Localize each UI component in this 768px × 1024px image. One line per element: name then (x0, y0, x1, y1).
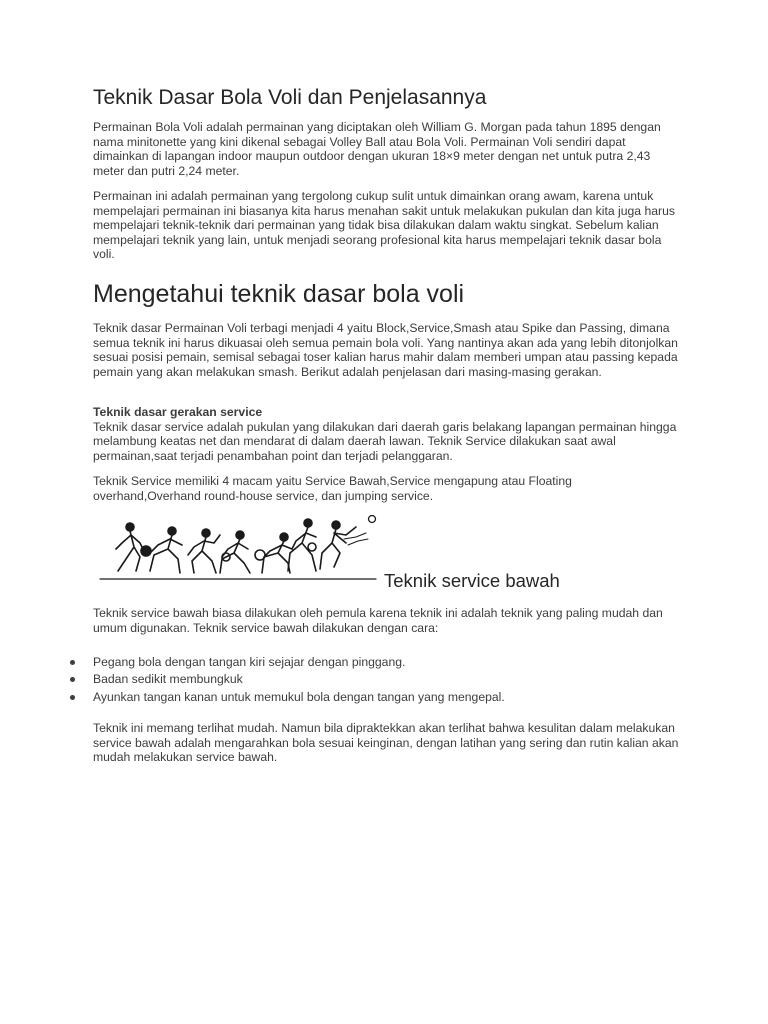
subsection-heading: Teknik service bawah (384, 570, 560, 591)
service-illustration (94, 513, 380, 589)
list-item (70, 672, 690, 689)
service-paragraph: Teknik dasar service adalah pukulan yang dilakukan dari daerah garis belakang lapangan permainan hingga melambung keatas net dan mendarat di dalam daerah lawan. Teknik Service dilakukan saat awal permainan,saat terjadi penambahan point dan terjadi pelanggaran. (93, 419, 677, 463)
bullet-icon (70, 660, 75, 665)
subsection-paragraph: Teknik service bawah biasa dilakukan oleh pemula karena teknik ini adalah teknik yang paling mudah dan umum digunakan. Teknik service bawah dilakukan dengan cara: (93, 606, 663, 635)
service-types-paragraph: Teknik Service memiliki 4 macam yaitu Service Bawah,Service mengapung atau Floating overhand,Overhand round-house service, dan jumping service. (93, 474, 572, 503)
section-heading: Mengetahui teknik dasar bola voli (93, 280, 465, 308)
service-subheading: Teknik dasar gerakan service (93, 405, 263, 419)
intro-paragraph-2: Permainan ini adalah permainan yang tergolong cukup sulit untuk dimainkan orang awam, karena untuk mempelajari permainan ini biasanya kita harus menahan sakit untuk melakukan pukulan dan kita juga harus mempelajari teknik-teknik dari permainan yang tidak bisa dilakukan dalam waktu singkat. Sebelum kalian mempelajari teknik yang lain, untuk menjadi seorang profesional kita harus mempelajari teknik dasar bola voli. (93, 189, 675, 262)
intro-paragraph-1: Permainan Bola Voli adalah permainan yang diciptakan oleh William G. Morgan pada tahun 1895 dengan nama minitonette yang kini dikenal sebagai Volley Ball atau Bola Voli. Permainan Voli sendiri dapat dimainkan di lapangan indoor maupun outdoor dengan ukuran 18×9 meter dengan net untuk putra 2,43 meter dan putri 2,24 meter. (93, 120, 661, 178)
bullet-icon (70, 677, 75, 682)
list-item-text: Ayunkan tangan kanan untuk memukul bola dengan tangan yang mengepal. (93, 689, 505, 704)
page-title: Teknik Dasar Bola Voli dan Penjelasannya (93, 86, 487, 109)
list-item (70, 690, 690, 707)
steps-list (70, 655, 690, 707)
list-item-text: Badan sedikit membungkuk (93, 672, 243, 687)
list-item (70, 655, 690, 672)
list-item-text: Pegang bola dengan tangan kiri sejajar dengan pinggang. (93, 655, 406, 669)
section-paragraph: Teknik dasar Permainan Voli terbagi menjadi 4 yaitu Block,Service,Smash atau Spike dan Passing, dimana semua teknik ini harus dikuasai oleh semua pemain bola voli. Yang nantinya akan ada yang lebih ditonjolkan sesuai posisi pemain, semisal sebagai toser kalian harus mahir dalam memberi umpan atau passing kepada pemain yang akan melakukan smash. Berikut adalah penjelasan dari masing-masing gerakan. (93, 321, 678, 379)
service-block (93, 405, 683, 463)
closing-paragraph: Teknik ini memang terlihat mudah. Namun bila dipraktekkan akan terlihat bahwa kesulitan dalam melakukan service bawah adalah mengarahkan bola sesuai keinginan, dengan latihan yang sering dan rutin kalian akan mudah melakukan service bawah. (93, 721, 679, 765)
bullet-icon (70, 695, 75, 700)
